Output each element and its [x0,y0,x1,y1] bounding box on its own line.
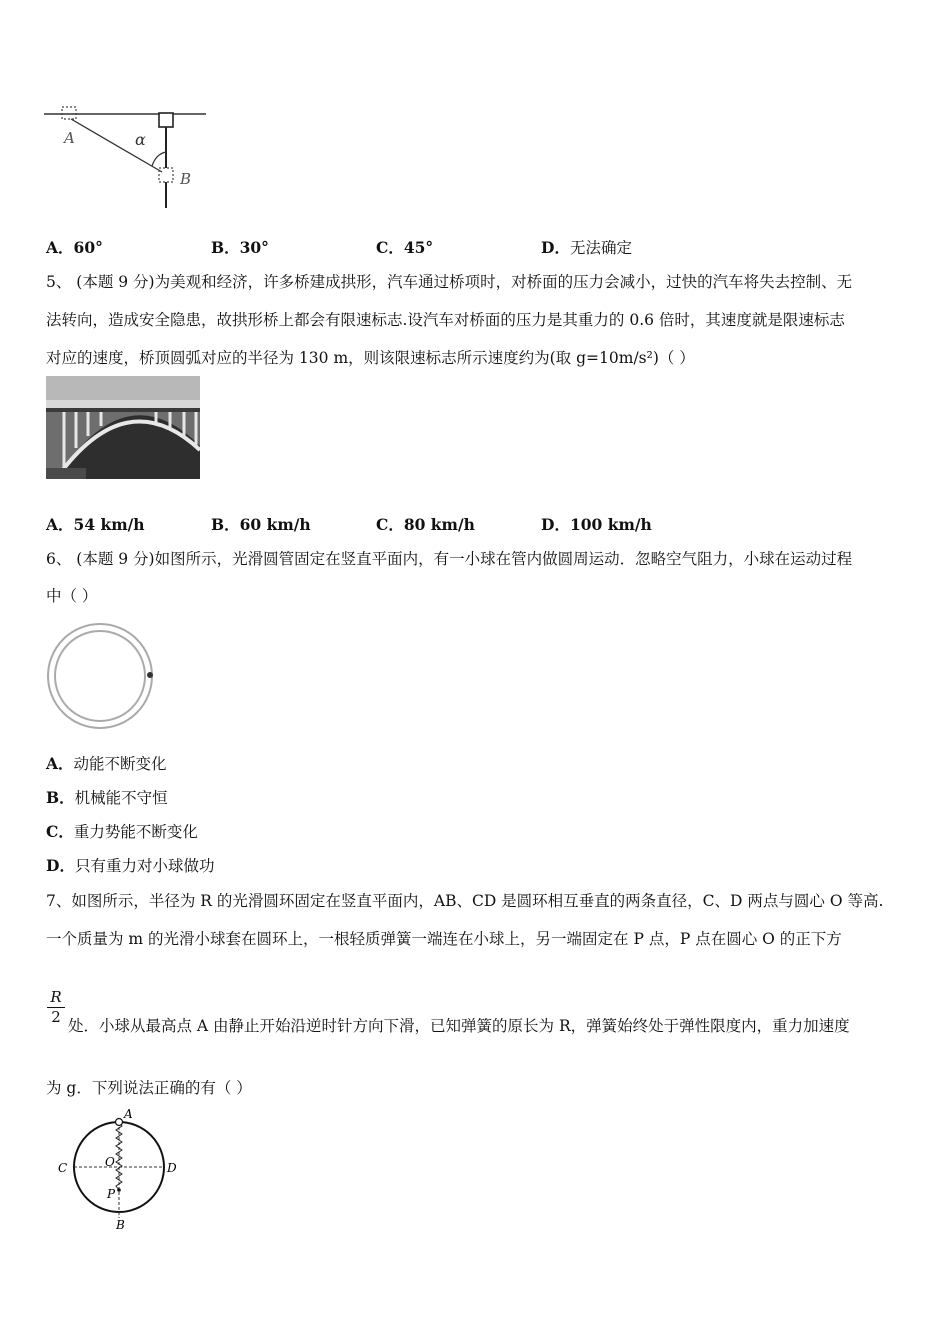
q7-text-line3: 处．小球从最高点 A 由静止开始沿逆时针方向下滑，已知弹簧的原长为 R，弹簧始终处于弹性限度内，重力加速度 [68,1017,850,1035]
q6-text-line2: 中（ ） [46,587,98,605]
q5-option-b: B．60 km/h [211,515,311,534]
q5-text-line1: 5、 (本题 9 分)为美观和经济，许多桥建成拱形，汽车通过桥项时，对桥面的压力会减小，过快的汽车将失去控制、无 [46,273,853,291]
circular-tube-figure [44,620,158,732]
q6-option-b: B．机械能不守恒 [46,788,168,807]
q7-text-line1: 7、如图所示，半径为 R 的光滑圆环固定在竖直平面内，AB、CD 是圆环相互垂直的两条直径，C、D 两点与圆心 O 等高. [46,892,884,910]
ball-icon [147,672,153,678]
label-p: P [107,1187,116,1201]
label-a: A [124,1107,133,1121]
label-o: O [105,1155,115,1169]
q5-option-c: C．80 km/h [376,515,475,534]
q4-option-c: C．45° [376,238,434,257]
label-b: B [116,1218,125,1232]
q6-option-c: C．重力势能不断变化 [46,822,198,841]
label-d: D [167,1161,177,1175]
fraction-r-over-2: R 2 [47,988,65,1026]
ring-spring-figure [56,1106,186,1232]
q4-option-a: A．60° [46,238,103,257]
label-c: C [58,1161,68,1175]
q6-text-line1: 6、 (本题 9 分)如图所示，光滑圆管固定在竖直平面内，有一小球在管内做圆周运动．忽略空气阻力，小球在运动过程 [46,550,853,568]
label-a: A [64,129,75,147]
q6-option-a: A．动能不断变化 [46,754,167,773]
arch-bridge-photo [46,376,200,479]
q5-option-a: A．54 km/h [46,515,145,534]
q5-text-line3: 对应的速度，桥顶圆弧对应的半径为 130 m，则该限速标志所示速度约为(取 g=10m/s²)（ ） [46,349,695,367]
q5-text-line2: 法转向，造成安全隐患，故拱形桥上都会有限速标志.设汽车对桥面的压力是其重力的 0.6 倍时，其速度就是限速标志 [46,311,845,329]
label-alpha: α [135,130,146,149]
q4-option-b: B．30° [211,238,269,257]
q5-option-d: D．100 km/h [541,515,652,534]
q7-text-line4: 为 g．下列说法正确的有（ ） [46,1079,252,1097]
q4-option-d: D．无法确定 [541,238,632,257]
pendulum-figure [44,100,214,212]
label-b: B [180,170,192,188]
q7-text-line2: 一个质量为 m 的光滑小球套在圆环上，一根轻质弹簧一端连在小球上，另一端固定在 P 点，P 点在圆心 O 的正下方 [46,930,842,948]
q6-option-d: D．只有重力对小球做功 [46,856,215,875]
